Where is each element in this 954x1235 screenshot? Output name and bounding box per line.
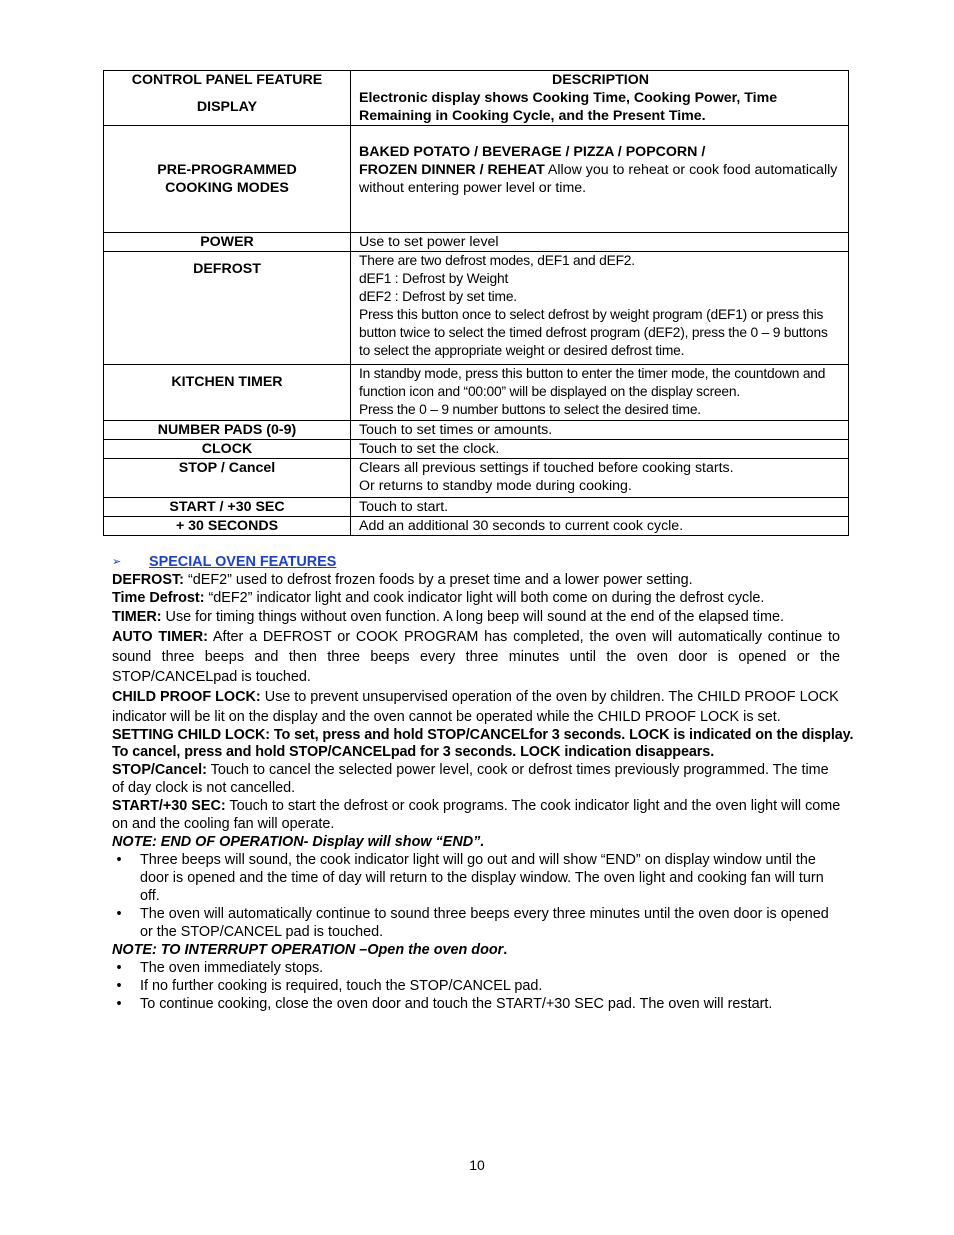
table-cell-feature — [104, 126, 351, 233]
bullet-icon: • — [116, 852, 122, 868]
stop-cancel-line2: Or returns to standby mode during cooking. — [359, 478, 632, 494]
table-row — [104, 421, 849, 440]
stop-cancel-paragraph — [112, 761, 840, 797]
special-oven-features — [112, 553, 860, 1013]
kitchen-timer-line1: In standby mode, press this button to enter the timer mode, the countdown and function icon and “00:00” will be displayed on the display screen. — [359, 366, 826, 399]
stop-cancel-label: STOP/Cancel: — [112, 762, 207, 778]
feature-stop-cancel: STOP / Cancel — [104, 459, 351, 498]
start-text: Touch to start the defrost or cook programs. The cook indicator light and the oven light will come on and the cooling fan will operate. — [112, 798, 841, 832]
start-label: START/+30 SEC: — [112, 798, 226, 814]
description-clock: Touch to set the clock. — [351, 440, 849, 459]
table-row — [104, 459, 849, 498]
table-row — [104, 498, 849, 517]
end-bullet-text: Three beeps will sound, the cook indicator light will go out and will show “END” on display window until the door is opened and the time of day will return to the display window. The oven light and cooking fan will turn off. — [140, 852, 824, 904]
interrupt-bullet-text: If no further cooking is required, touch the STOP/CANCEL pad. — [140, 978, 543, 994]
defrost-line4: Press this button once to select defrost by weight program (dEF1) or press this button twice to select the timed defrost program (dEF2), press the 0 – 9 buttons to select the appropriate weight or desired defrost time. — [359, 307, 828, 358]
table-row — [104, 517, 849, 536]
header-description: DESCRIPTION — [552, 72, 649, 88]
interrupt-bullet-text: To continue cooking, close the oven door and touch the START/+30 SEC pad. The oven will restart. — [140, 996, 773, 1012]
auto-timer-paragraph — [112, 627, 840, 687]
feature-number-pads: NUMBER PADS (0-9) — [104, 421, 351, 440]
auto-timer-text: After a DEFROST or COOK PROGRAM has completed, the oven will automatically continue to sound three beeps and then three beeps every three minutes until the oven door is opened or the STOP/CANCELpad is touched. — [112, 629, 841, 685]
timer-paragraph — [112, 607, 812, 627]
stop-cancel-text: Touch to cancel the selected power level, cook or defrost times previously programmed. The time of day clock is not cancelled. — [112, 762, 829, 796]
child-lock-label: CHILD PROOF LOCK: — [112, 689, 261, 705]
interrupt-bullet-list — [112, 959, 840, 1013]
auto-timer-label: AUTO TIMER: — [112, 629, 208, 645]
note-interrupt-a: NOTE: TO INTERRUPT OPERATION – — [112, 942, 368, 958]
list-item — [112, 851, 840, 905]
end-bullet-text: The oven will automatically continue to sound three beeps every three minutes until the oven door is opened or the STOP/CANCEL pad is touched. — [140, 906, 829, 940]
feature-clock: CLOCK — [104, 440, 351, 459]
stop-cancel-line1: Clears all previous settings if touched before cooking starts. — [359, 460, 734, 476]
table-cell-feature — [104, 252, 351, 365]
description-power: Use to set power level — [351, 233, 849, 252]
table-row — [104, 440, 849, 459]
preprogrammed-modes-line1: BAKED POTATO / BEVERAGE / PIZZA / POPCORN / — [359, 144, 706, 160]
child-lock-paragraph — [112, 687, 846, 727]
table-cell-description — [351, 126, 849, 233]
defrost-line2: dEF1 : Defrost by Weight — [359, 271, 509, 286]
note-interrupt-b: Open the oven door — [367, 942, 504, 958]
table-row — [104, 71, 849, 126]
defrost-text: “dEF2” used to defrost frozen foods by a preset time and a lower power setting. — [183, 572, 693, 588]
defrost-label: DEFROST: — [112, 572, 184, 588]
table-row — [104, 126, 849, 233]
preprogrammed-description — [359, 161, 842, 197]
timer-label: TIMER: — [112, 609, 162, 625]
child-lock-text: Use to prevent unsupervised operation of the oven by children. The CHILD PROOF LOCK indicator will be lit on the display and the oven cannot be operated while the CHILD PROOF LOCK is set. — [112, 689, 839, 725]
table-cell-description — [351, 459, 849, 498]
list-item — [112, 905, 840, 941]
interrupt-bullet-text: The oven immediately stops. — [140, 960, 324, 976]
start-paragraph — [112, 797, 848, 833]
timer-text: Use for timing things without oven function. A long beep will sound at the end of the elapsed time. — [161, 609, 784, 625]
list-item — [112, 995, 840, 1013]
time-defrost-label: Time Defrost: — [112, 590, 205, 606]
special-features-link[interactable]: SPECIAL OVEN FEATURES — [149, 554, 337, 570]
feature-defrost: DEFROST — [193, 261, 261, 277]
control-panel-table — [103, 70, 849, 536]
note-end-of-operation: NOTE: END OF OPERATION- Display will show “END”. — [112, 834, 485, 850]
feature-start: START / +30 SEC — [104, 498, 351, 517]
feature-display: DISPLAY — [196, 99, 258, 115]
table-cell-description — [351, 365, 849, 421]
preprogrammed-modes-line2: FROZEN DINNER / REHEAT — [359, 162, 545, 178]
preprogrammed-rest: Allow you to reheat or cook food automatically without entering power level or time. — [359, 162, 838, 196]
feature-plus30: + 30 SECONDS — [104, 517, 351, 536]
section-heading — [112, 553, 860, 571]
time-defrost-paragraph — [112, 589, 860, 607]
end-bullet-list — [112, 851, 840, 941]
description-start: Touch to start. — [351, 498, 849, 517]
list-item — [112, 977, 840, 995]
table-cell-feature — [104, 365, 351, 421]
page-number: 10 — [469, 1157, 485, 1173]
setting-child-lock: SETTING CHILD LOCK: To set, press and hold STOP/CANCELfor 3 seconds. LOCK is indicated on the display. To cancel, press and hold STOP/CANCELpad for 3 seconds. LOCK indication disappears. — [112, 727, 854, 760]
table-cell-feature — [104, 71, 351, 126]
note-interrupt-operation — [112, 941, 860, 959]
time-defrost-text: “dEF2” indicator light and cook indicator light will both come on during the defrost cycle. — [204, 590, 765, 606]
note-interrupt-c: . — [503, 942, 508, 958]
feature-kitchen-timer: KITCHEN TIMER — [171, 374, 283, 390]
bullet-icon: • — [116, 906, 122, 922]
table-cell-description — [351, 252, 849, 365]
table-row — [104, 233, 849, 252]
bullet-icon: • — [116, 960, 122, 976]
header-feature: CONTROL PANEL FEATURE — [131, 72, 323, 88]
table-row — [104, 252, 849, 365]
feature-preprogrammed-1: PRE-PROGRAMMED — [157, 162, 297, 178]
defrost-line1: There are two defrost modes, dEF1 and dEF2. — [359, 253, 635, 268]
kitchen-timer-line2: Press the 0 – 9 number buttons to select the desired time. — [359, 402, 701, 417]
feature-preprogrammed-2: COOKING MODES — [165, 180, 289, 196]
table-cell-description — [351, 71, 849, 126]
description-plus30: Add an additional 30 seconds to current cook cycle. — [351, 517, 849, 536]
bullet-icon: • — [116, 996, 122, 1012]
description-display: Electronic display shows Cooking Time, Cooking Power, Time Remaining in Cooking Cycle, and the Present Time. — [359, 90, 778, 124]
defrost-line3: dEF2 : Defrost by set time. — [359, 289, 517, 304]
list-item — [112, 959, 840, 977]
description-number-pads: Touch to set times or amounts. — [351, 421, 849, 440]
table-row — [104, 365, 849, 421]
arrow-bullet-icon: ➢ — [112, 556, 122, 568]
feature-power: POWER — [104, 233, 351, 252]
defrost-paragraph — [112, 571, 860, 589]
bullet-icon: • — [116, 978, 122, 994]
